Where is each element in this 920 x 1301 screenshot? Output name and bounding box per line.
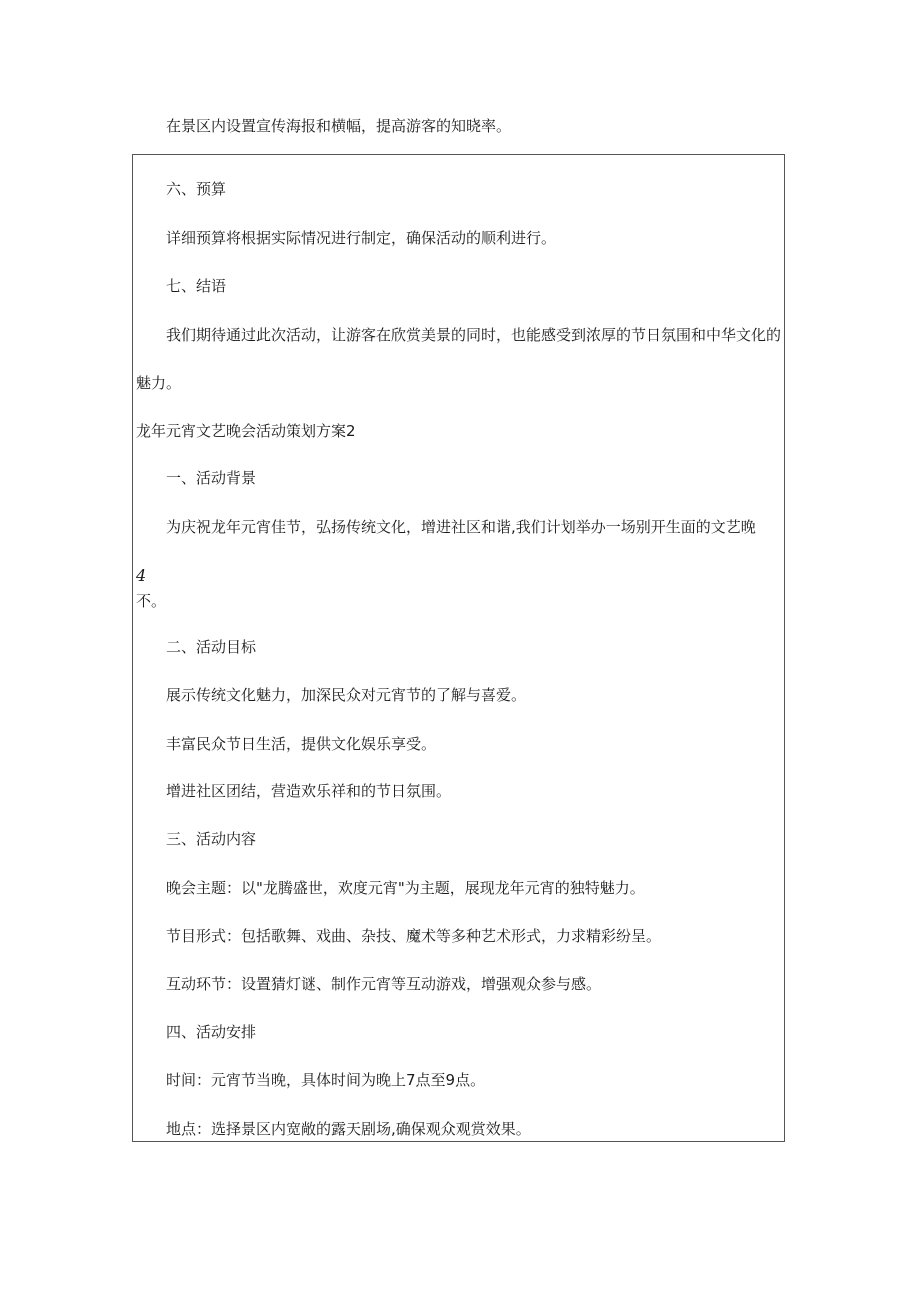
section-2-item: 增进社区团结，营造欢乐祥和的节日氛围。 bbox=[166, 782, 452, 800]
section-7-body-line-1: 我们期待通过此次活动，让游客在欣赏美景的同时，也能感受到浓厚的节日氛围和中华文化的 bbox=[166, 326, 782, 344]
section-3-item: 互动环节：设置猜灯谜、制作元宵等互动游戏，增强观众参与感。 bbox=[166, 975, 602, 993]
section-4-item: 时间：元宵节当晚，具体时间为晚上7点至9点。 bbox=[166, 1071, 486, 1089]
section-7-title: 七、结语 bbox=[166, 277, 227, 295]
section-1-stray-mark: 4 bbox=[136, 566, 147, 585]
section-1-body-line-2: 不。 bbox=[136, 592, 167, 610]
intro-line: 在景区内设置宣传海报和横幅，提高游客的知晓率。 bbox=[166, 117, 512, 135]
section-4-item: 地点：选择景区内宽敞的露天剧场,确保观众观赏效果。 bbox=[166, 1120, 531, 1138]
section-3-item: 晚会主题：以"龙腾盛世，欢度元宵"为主题，展现龙年元宵的独特魅力。 bbox=[166, 879, 645, 897]
plan-2-title: 龙年元宵文艺晚会活动策划方案2 bbox=[136, 422, 356, 440]
section-6-title: 六、预算 bbox=[166, 180, 227, 198]
section-3-item: 节目形式：包括歌舞、戏曲、杂技、魔术等多种艺术形式，力求精彩纷呈。 bbox=[166, 927, 662, 945]
section-1-body-line-1: 为庆祝龙年元宵佳节，弘扬传统文化，增进社区和谐,我们计划举办一场别开生面的文艺晚 bbox=[166, 518, 756, 536]
section-6-body: 详细预算将根据实际情况进行制定，确保活动的顺利进行。 bbox=[166, 229, 557, 247]
section-2-item: 丰富民众节日生活，提供文化娱乐享受。 bbox=[166, 735, 437, 753]
section-3-title: 三、活动内容 bbox=[166, 830, 257, 848]
section-2-item: 展示传统文化魅力，加深民众对元宵节的了解与喜爱。 bbox=[166, 686, 527, 704]
section-4-title: 四、活动安排 bbox=[166, 1023, 257, 1041]
section-2-title: 二、活动目标 bbox=[166, 638, 257, 656]
section-1-title: 一、活动背景 bbox=[166, 469, 257, 487]
section-7-body-line-2: 魅力。 bbox=[136, 374, 182, 392]
